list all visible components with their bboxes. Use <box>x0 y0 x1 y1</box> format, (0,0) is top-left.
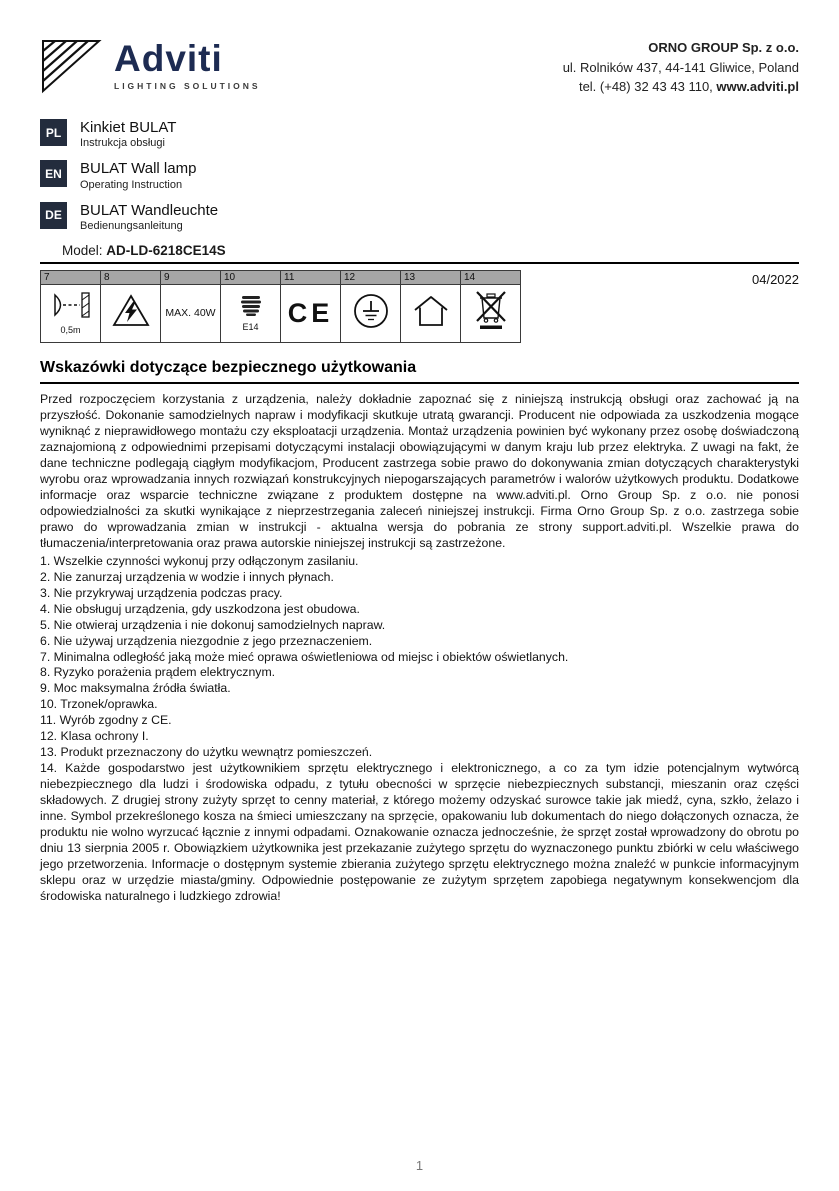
divider <box>40 382 799 384</box>
language-sections <box>40 119 799 232</box>
electric-shock-cell <box>101 284 161 342</box>
safety-item-4: 4. Nie obsługuj urządzenia, gdy uszkodzona jest obudowa. <box>40 601 360 616</box>
electric-shock-warning-icon <box>111 316 151 333</box>
indoor-use-cell <box>401 284 461 342</box>
company-info <box>563 38 799 97</box>
icon-number-13: 13 <box>401 270 461 284</box>
safety-item-12: 12. Klasa ochrony I. <box>40 729 149 744</box>
e14-socket-icon <box>238 304 264 321</box>
company-phone: tel. (+48) 32 43 43 110, <box>578 79 717 94</box>
max-power-label: MAX. 40W <box>165 307 216 320</box>
logo-text <box>114 38 261 91</box>
safety-item-10: 10. Trzonek/oprawka. <box>40 697 158 712</box>
lang-row-en <box>40 160 799 190</box>
min-distance-icon <box>49 307 93 324</box>
icon-table-band <box>40 270 799 343</box>
adviti-logo-icon <box>40 38 104 99</box>
safety-item-8: 8. Ryzyko porażenia prądem elektrycznym. <box>40 665 276 680</box>
icon-table-header-row <box>41 270 521 284</box>
safety-item-9: 9. Moc maksymalna źródła światła. <box>40 681 231 696</box>
product-subtitle-pl: Instrukcja obsługi <box>80 137 165 150</box>
lang-badge-de: DE <box>40 202 67 229</box>
page-number: 1 <box>415 1158 424 1173</box>
safety-item-7: 7. Minimalna odległość jaką może mieć oprawa oświetleniowa od miejsc i obiektów oświetlanych. <box>40 649 569 664</box>
icon-number-12: 12 <box>341 270 401 284</box>
company-address: ul. Rolników 437, 44-141 Gliwice, Poland <box>562 59 799 75</box>
company-website: www.adviti.pl <box>716 79 799 94</box>
model-label: Model: <box>62 242 103 258</box>
weee-crossed-bin-icon <box>473 318 509 335</box>
icon-number-14: 14 <box>461 270 521 284</box>
icon-table-body-row <box>41 284 521 342</box>
icon-number-11: 11 <box>281 270 341 284</box>
distance-cell <box>41 284 101 342</box>
product-title-pl: Kinkiet BULAT <box>80 119 177 136</box>
lang-badge-pl: PL <box>40 119 67 146</box>
company-contact <box>563 77 799 97</box>
issue-date: 04/2022 <box>752 271 799 287</box>
safety-intro-paragraph: Przed rozpoczęciem korzystania z urządzenia, należy dokładnie zapoznać się z niniejszą instrukcją obsługi oraz zachować ją na przyszłość. Dokonanie samodzielnych napraw i modyfikacji skutkuje utratą gwarancji. Producent nie odpowiada za uszkodzenia mogące wyniknąć z nieprawidłowego montażu czy eksploatacji urządzenia. Montaż urządzenia powinien być wykonany przez osobę doświadczoną zaznajomioną z odpowiednimi przepisami dotyczącymi instalacji obowiązującymi w danym kraju lub przez elektryka. Z uwagi na fakt, że dane techniczne podlegają ciągłym modyfikacjom, Producent zastrzega sobie prawo do dokonywania zmian dotyczących charakterystyki wyrobu oraz wprowadzania innych rozwiązań konstrukcyjnych niepogarszających parametrów i walorów użytkowych produktu. Dodatkowe informacje oraz wsparcie techniczne związane z produktem dostępne na www.adviti.pl. Orno Group Sp. z o.o. nie ponosi odpowiedzialności za skutki wynikające z nieprzestrzegania zaleceń niniejszej instrukcji. Firma Orno Group Sp. z o.o. zastrzega sobie prawo do wprowadzania zmian w instrukcji - aktualna wersja do pobrania ze strony support.adviti.pl. Wszelkie prawa do tłumaczenia/interpretowania oraz prawa autorskie niniejszej instrukcji są zastrzeżone. <box>40 391 799 550</box>
icon-number-9: 9 <box>161 270 221 284</box>
safety-item-6: 6. Nie używaj urządzenia niezgodnie z jego przeznaczeniem. <box>40 633 373 648</box>
model-line <box>40 243 799 258</box>
socket-cell <box>221 284 281 342</box>
safety-item-11: 11. Wyrób zgodny z CE. <box>40 713 172 728</box>
icon-number-8: 8 <box>101 270 161 284</box>
max-power-cell <box>161 284 221 342</box>
adviti-logo <box>40 38 261 99</box>
safety-item-5: 5. Nie otwieraj urządzenia i nie dokonuj samodzielnych napraw. <box>40 617 386 632</box>
protection-class-cell <box>341 284 401 342</box>
indoor-use-house-icon <box>412 315 450 332</box>
product-title-en: BULAT Wall lamp <box>80 160 197 178</box>
icon-table <box>40 270 521 343</box>
lang-badge-en: EN <box>40 160 67 187</box>
icon-number-7: 7 <box>41 270 101 284</box>
safety-item-13: 13. Produkt przeznaczony do użytku wewnątrz pomieszczeń. <box>40 745 373 760</box>
brand-tagline: LIGHTING SOLUTIONS <box>114 81 261 91</box>
header <box>40 38 799 99</box>
brand-name: Adviti <box>114 38 223 79</box>
model-number: AD-LD-6218CE14S <box>106 242 226 258</box>
ce-cell <box>281 284 341 342</box>
safety-item-1: 1. Wszelkie czynności wykonuj przy odłączonym zasilaniu. <box>40 553 359 568</box>
e14-socket-label: E14 <box>242 321 259 332</box>
min-distance-label: 0,5m <box>60 324 81 335</box>
safety-item-14: 14. Każde gospodarstwo jest użytkownikiem sprzętu elektrycznego i elektronicznego, a co za tym idzie potencjalnym wytwórcą niebezpiecznego dla ludzi i środowiska odpadu, z tytułu obecności w sprzęcie niebezpiecznych substancji, mieszanin oraz części składowych. Z drugiej strony zużyty sprzęt to cenny materiał, z którego możemy odzyskać surowce takie jak miedź, cyna, szkło, żelazo i inne. Symbol przekreślonego kosza na śmieci umieszczany na sprzęcie, opakowaniu lub dokumentach do niego dołączonych oznacza, że produktu nie wolno wyrzucać łącznie z innymi odpadami. Oznakowanie oznacza jednocześnie, że sprzęt został wprowadzony do obrotu po dniu 13 sierpnia 2005 r. Obowiązkiem użytkownika jest przekazanie zużytego sprzętu do wyznaczonego punktu zbiórki w celu właściwego jego przetworzenia. Informacje o dostępnym systemie zbierania zużytego sprzętu elektrycznego można znaleźć w punkcie informacyjnym sklepu oraz w urzędzie miasta/gminy. Odpowiednie postępowanie ze zużytym sprzętem zapobiega negatywnym konsekwencjom dla środowiska naturalnego i ludzkiego zdrowia! <box>40 761 799 904</box>
safety-item-3: 3. Nie przykrywaj urządzenia podczas pracy. <box>40 585 283 600</box>
lang-row-de <box>40 202 799 232</box>
protection-class-icon <box>352 317 390 334</box>
company-name: ORNO GROUP Sp. z o.o. <box>648 40 799 55</box>
safety-section-heading: Wskazówki dotyczące bezpiecznego użytkowania <box>40 358 417 376</box>
ce-mark: CE <box>287 297 334 328</box>
lang-row-pl <box>40 119 799 149</box>
icon-number-10: 10 <box>221 270 281 284</box>
product-subtitle-en: Operating Instruction <box>80 178 183 191</box>
weee-cell <box>461 284 521 342</box>
safety-item-2: 2. Nie zanurzaj urządzenia w wodzie i innych płynach. <box>40 569 334 584</box>
product-title-de: BULAT Wandleuchte <box>80 201 219 219</box>
divider <box>40 262 799 264</box>
product-subtitle-de: Bedienungsanleitung <box>80 219 183 232</box>
